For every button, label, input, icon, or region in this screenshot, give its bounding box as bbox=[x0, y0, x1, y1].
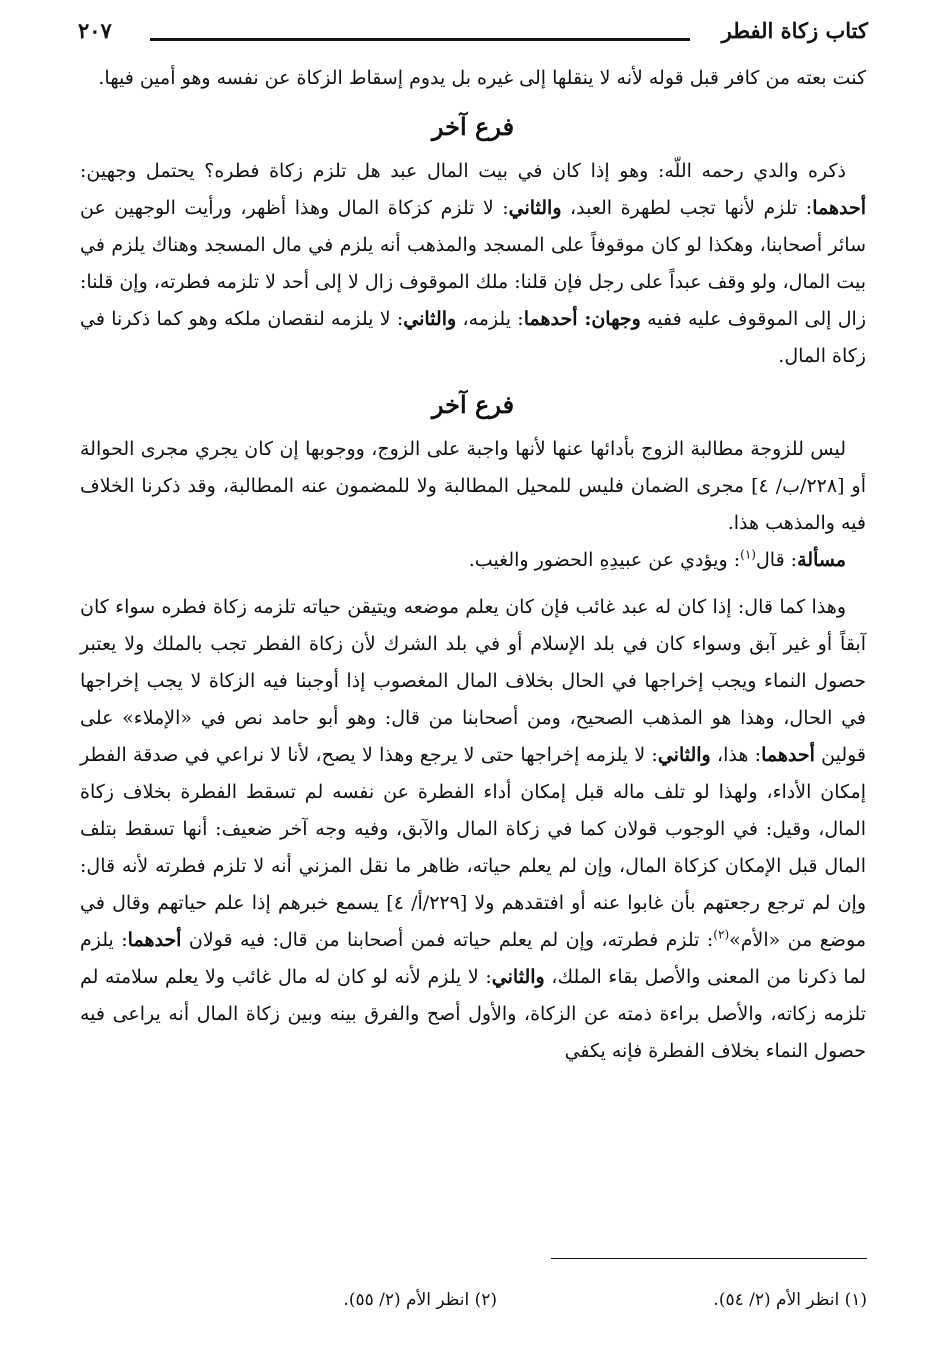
page-body bbox=[80, 60, 866, 1070]
paragraph: وهذا كما قال: إذا كان له عبد غائب فإن كان يعلم موضعه ويتيقن حياته تلزمه زكاة فطره سواء كان آبقاً أو غير آبق وسواء كان في بلد الإسلام أو في بلد الشرك لأن زكاة الفطر تجب بالملك ولا يعتبر حصول النماء ويجب إخراجها في الحال بخلاف المال المغصوب إذا أوجبنا فيه الزكاة لا يجب إخراجها في الحال، وهذا هو المذهب الصحيح، ومن أصحابنا من قال: وهو أبو حامد نص في «الإملاء» على قولين أحدهما: هذا، والثاني: لا يلزمه إخراجها حتى لا يرجع وهذا لا يصح، لأنا لا نراعي في صدقة الفطر إمكان الأداء، ولهذا لو تلف ماله قبل إمكان أداء الفطرة عن نفسه لم تسقط الفطرة بخلاف زكاة المال، وقيل: في الوجوب قولان كما في زكاة المال والآبق، وفيه وجه آخر ضعيف: أنها تسقط بتلف المال قبل الإمكان كزكاة المال، وإن لم يعلم حياته، ظاهر ما نقل المزني أنه لا تلزم فطرته لأنه قال: وإن لم ترجع رجعتهم بأن غابوا عنه أو افتقدهم ولا [٢٢٩/أ/ ٤] يسمع خبرهم إذا علم حياتهم وقال في موضع من «الأم»$^{(٢)}$: تلزم فطرته، وإن لم يعلم حياته فمن أصحابنا من قال: فيه قولان أحدهما: يلزم لما ذكرنا من المعنى والأصل بقاء الملك، والثاني: لا يلزم لأنه لو كان له مال غائب ولا يعلم سلامته لم تلزمه زكاته، والأصل براءة ذمته عن الزكاة، والأول أصح والفرق بينه وبين زكاة المال أنه يراعى فيه حصول النماء بخلاف الفطرة فإنه يكفي bbox=[80, 596, 866, 1062]
footnote-separator bbox=[551, 1258, 867, 1259]
footnote-ref: (٢) bbox=[713, 927, 730, 942]
footnote-ref: (١) bbox=[740, 547, 756, 562]
masala-paragraph: مسألة: قال$^{(١)}$: ويؤدي عن عبيدِهِ الحضور والغيب. bbox=[468, 547, 846, 571]
section-heading: فرع آخر bbox=[431, 390, 515, 419]
paragraph: ذكره والدي رحمه اللّه: وهو إذا كان في بيت المال عبد هل تلزم زكاة فطره؟ يحتمل وجهين: أحدهما: تلزم لأنها تجب لطهرة العبد، والثاني: لا تلزم كزكاة المال وهذا أظهر، ورأيت الوجهين عن سائر أصحابنا، وهكذا لو كان موقوفاً على المسجد والمذهب أنه يلزم في مال المسجد وهناك يلزم في بيت المال، ولو وقف عبداً على رجل فإن قلنا: ملك الموقوف زال لا إلى أحد لا تلزمه فطرته، وإن قلنا: زال إلى الموقوف عليه ففيه وجهان: أحدهما: يلزمه، والثاني: لا يلزمه لنقصان ملكه وهو كما ذكرنا في زكاة المال. bbox=[80, 160, 867, 367]
header-rule bbox=[150, 38, 690, 41]
footnote-2: (٢) انظر الأم (٢/ ٥٥). bbox=[343, 1290, 497, 1310]
page-header bbox=[78, 12, 868, 52]
footnote-1: (١) انظر الأم (٢/ ٥٤). bbox=[713, 1290, 867, 1310]
book-title: كتاب زكاة الفطر bbox=[721, 18, 868, 43]
section-heading: فرع آخر bbox=[431, 112, 515, 141]
paragraph: ليس للزوجة مطالبة الزوج بأدائها عنها لأنها واجبة على الزوج، ووجوبها إن كان يجري مجرى الحوالة أو [٢٢٨/ب/ ٤] مجرى الضمان فليس للمحيل المطالبة ولا للمضمون عنه المطالبة، وقد ذكرنا الخلاف فيه والمذهب هذا. bbox=[80, 438, 866, 534]
footnotes bbox=[81, 1290, 867, 1320]
paragraph: كنت بعته من كافر قبل قوله لأنه لا ينقلها إلى غيره بل يدوم إسقاط الزكاة عن نفسه وهو أمين فيها. bbox=[98, 67, 866, 89]
page-number: ٢٠٧ bbox=[78, 18, 112, 43]
